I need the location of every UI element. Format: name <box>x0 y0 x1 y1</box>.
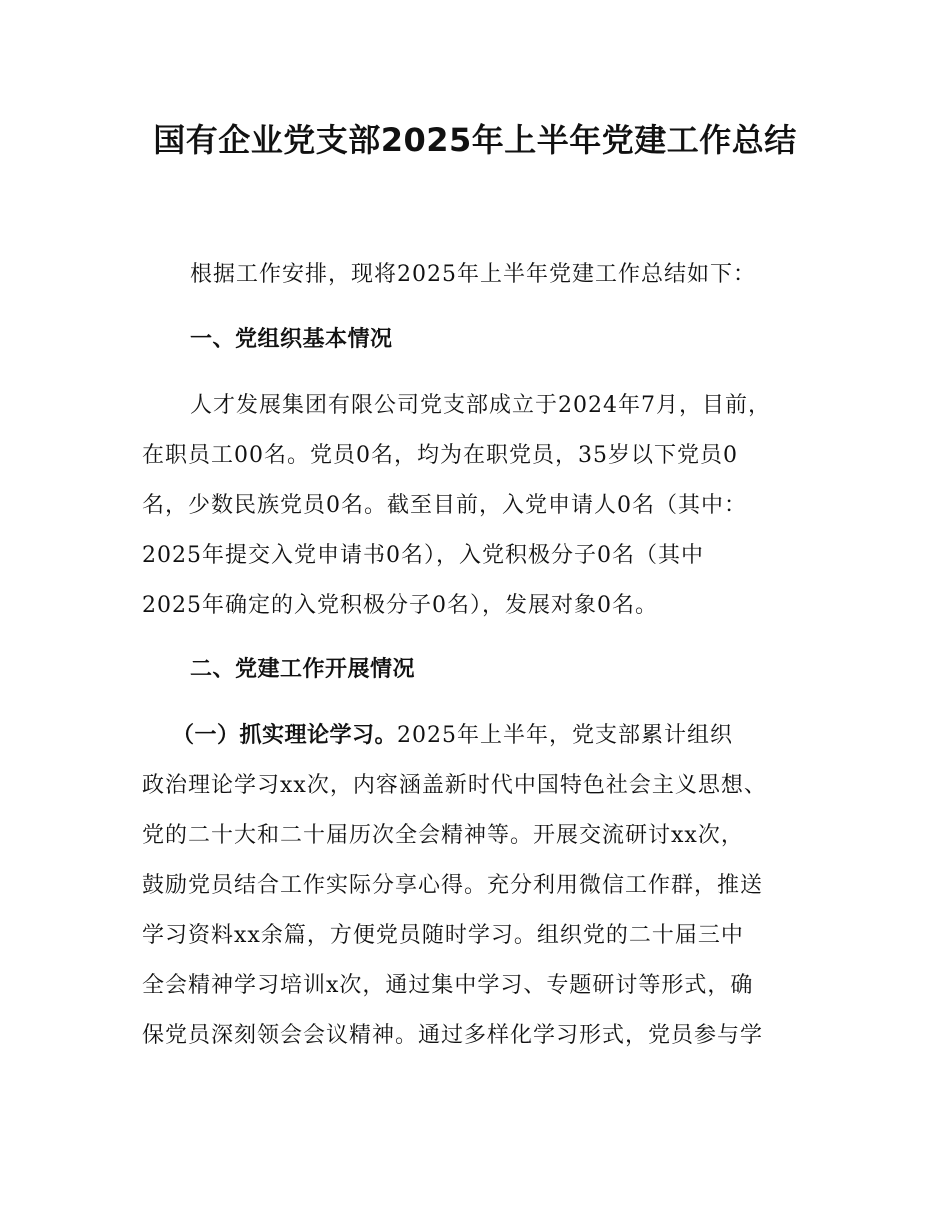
subsection-line: 学习资料xx余篇，方便党员随时学习。组织党的二十届三中 <box>142 923 744 948</box>
subsection-line: 党的二十大和二十届历次全会精神等。开展交流研讨xx次， <box>142 823 744 848</box>
section1-line: 人才发展集团有限公司党支部成立于2024年7月，目前， <box>190 393 771 418</box>
subsection-line: 保党员深刻领会会议精神。通过多样化学习形式，党员参与学 <box>142 1023 764 1048</box>
subsection-line: 全会精神学习培训x次，通过集中学习、专题研讨等形式，确 <box>142 973 754 998</box>
section1-line: 2025年确定的入党积极分子0名），发展对象0名。 <box>142 593 658 618</box>
subsection-first-line <box>172 716 832 756</box>
document-title: 国有企业党支部2025年上半年党建工作总结 <box>153 121 797 159</box>
section1-line: 在职员工00名。党员0名，均为在职党员，35岁以下党员0 <box>142 443 738 468</box>
intro-paragraph: 根据工作安排，现将2025年上半年党建工作总结如下： <box>190 262 756 287</box>
section-heading-2: 二、党建工作开展情况 <box>190 657 416 682</box>
section1-line: 2025年提交入党申请书0名），入党积极分子0名（其中 <box>142 543 704 568</box>
subsection-line-text: 2025年上半年，党支部累计组织 <box>397 723 734 748</box>
subsection-line: 政治理论学习xx次，内容涵盖新时代中国特色社会主义思想、 <box>142 773 767 798</box>
section-heading-1: 一、党组织基本情况 <box>190 327 393 352</box>
subsection-heading-1: （一）抓实理论学习。 <box>172 723 398 748</box>
subsection-line: 鼓励党员结合工作实际分享心得。充分利用微信工作群，推送 <box>142 873 764 898</box>
section1-line: 名，少数民族党员0名。截至目前，入党申请人0名（其中： <box>142 493 747 518</box>
